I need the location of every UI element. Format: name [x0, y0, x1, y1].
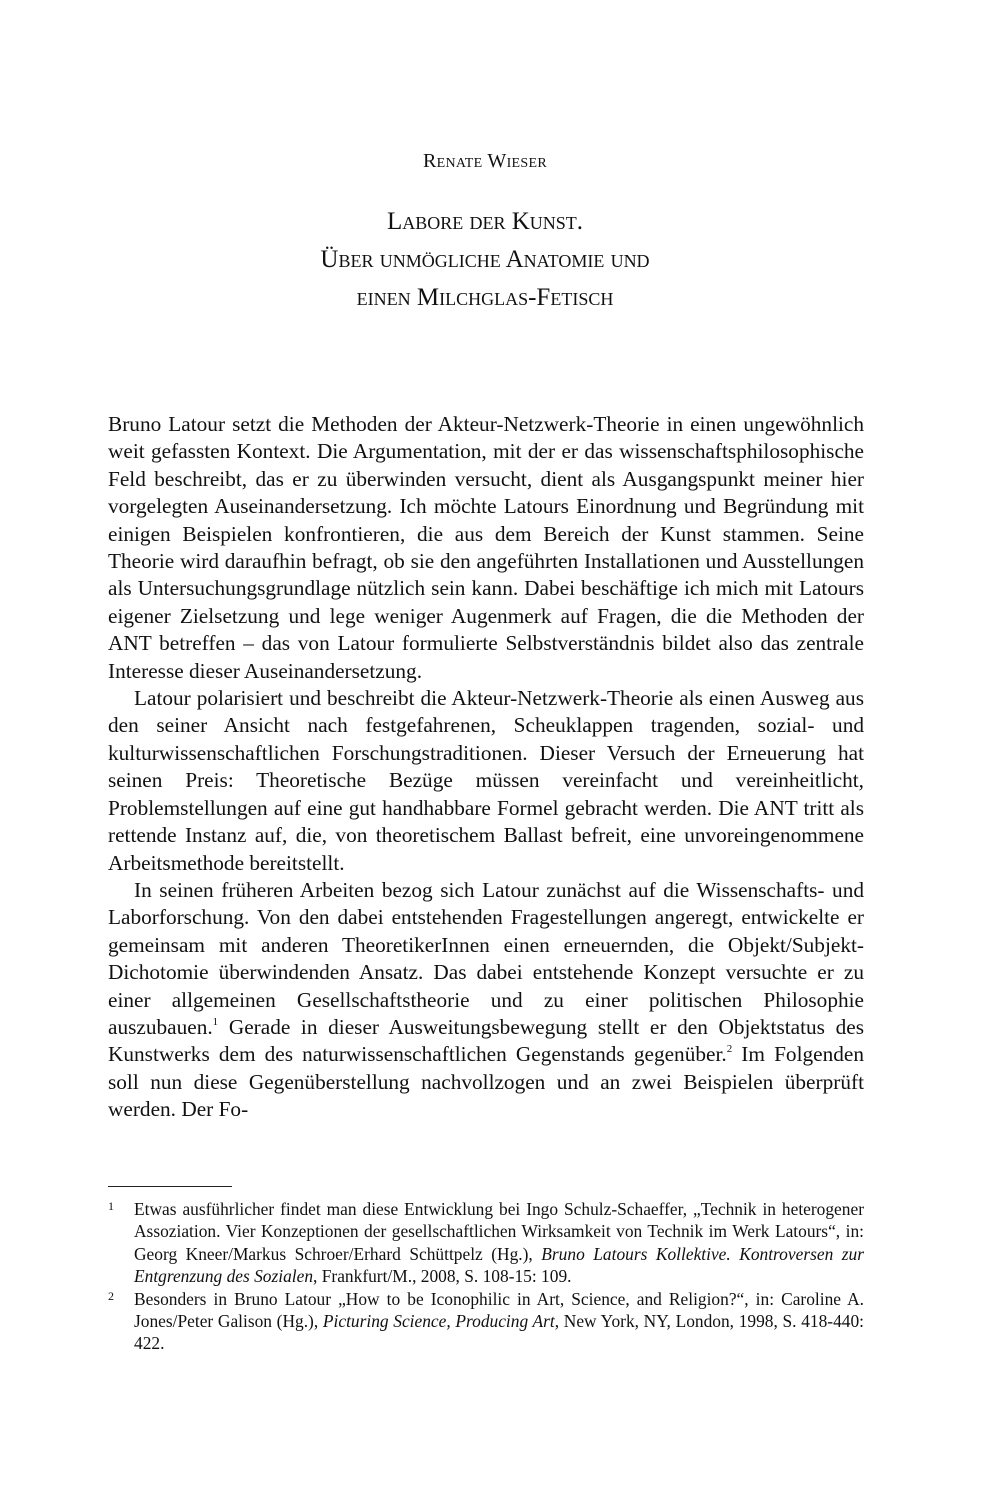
footnote-1-italic: Bruno Latours Kollektive. Kontroversen zur Entgrenzung des Sozialen: [134, 1243, 864, 1287]
footnote-2: [108, 1288, 864, 1355]
footnote-1-number: 1: [108, 1199, 114, 1213]
footnote-2-number: 2: [108, 1288, 114, 1303]
footnote-divider: [108, 1186, 232, 1187]
paragraph-3-part-b: Gerade in dieser Ausweitungsbewegung stellt er den Objektstatus des Kunstwerks dem des naturwissenschaftlichen Gegenstands gegenüber.: [108, 1014, 864, 1067]
paragraph-3-part-c: Im Folgenden soll nun diese Gegenüberstellung nachvollzogen und an zwei Beispielen überprüft werden. Der Fo-: [108, 1042, 864, 1122]
paragraph-2: Latour polarisiert und beschreibt die Akteur-Netzwerk-Theorie als einen Ausweg aus den seiner Ansicht nach festgefahrenen, Scheuklappen tragenden, sozial- und kulturwissenschaftlichen Forschungstraditionen. Dieser Versuch der Erneuerung hat seinen Preis: Theoretische Bezüge müssen vereinfacht und vereinheitlicht, Problemstellungen auf eine gut handhabbare Formel gebracht werden. Die ANT tritt als rettende Instanz auf, die, von theoretischem Ballast befreit, eine unvoreingenommene Arbeitsmethode bereitstellt.: [108, 686, 864, 875]
title-line-3: einen Milchglas-Fetisch: [356, 284, 614, 311]
footnote-1-text-b: , Frankfurt/M., 2008, S. 108-15: 109.: [313, 1266, 572, 1287]
footnote-1: [108, 1198, 864, 1288]
footnote-2-text-b: , New York, NY, London, 1998, S. 418-440: 422.: [134, 1311, 865, 1354]
footnotes: [108, 1198, 864, 1355]
footnote-1-text-a: Etwas ausführlicher findet man diese Entwicklung bei Ingo Schulz-Schaeffer, „Technik in heterogener Assoziation. Vier Konzeptionen der gesellschaftlichen Wirksamkeit von Technik im Werk Latours“, in: Georg Kneer/Markus Schroer/Erhard Schüttpelz (Hg.),: [134, 1199, 864, 1264]
paragraph-3: [108, 877, 864, 1124]
author-name: Renate Wieser: [423, 150, 547, 172]
body-text: [108, 411, 864, 1124]
footnote-2-italic: Picturing Science, Producing Art: [322, 1311, 555, 1332]
chapter-title: [0, 203, 970, 317]
paragraph-1: Bruno Latour setzt die Methoden der Akteur-Netzwerk-Theorie in einen ungewöhnlich weit gefassten Kontext. Die Argumentation, mit der er das wissenschaftsphilosophische Feld beschreibt, das er zu überwinden versucht, dient als Ausgangspunkt meiner hier vorgelegten Auseinandersetzung. Ich möchte Latours Einordnung und Begründung mit einigen Beispielen konfrontieren, die aus dem Bereich der Kunst stammen. Seine Theorie wird daraufhin befragt, ob sie den angeführten Installationen und Ausstellungen als Untersuchungsgrundlage nützlich sein kann. Dabei beschäftige ich mich mit Latours eigener Zielsetzung und lege weniger Augenmerk auf Fragen, die die Methoden der ANT betreffen – das von Latour formulierte Selbstverständnis bildet also das zentrale Interesse dieser Auseinandersetzung.: [108, 412, 864, 683]
footnote-2-text-a: Besonders in Bruno Latour „How to be Iconophilic in Art, Science, and Religion?“, in: Caroline A. Jones/Peter Galison (Hg.),: [134, 1288, 864, 1332]
footnote-ref-2: 2: [726, 1043, 733, 1056]
title-line-2: Über unmögliche Anatomie und: [320, 246, 650, 273]
paragraph-3-part-a: In seinen früheren Arbeiten bezog sich Latour zunächst auf die Wissenschafts- und Laborforschung. Von den dabei entstehenden Fragestellungen angeregt, entwickelte er gemeinsam mit anderen TheoretikerInnen einen erneuernden, die Objekt/Subjekt-Dichotomie überwindenden Ansatz. Das dabei entstehende Konzept versuchte er zu einer allgemeinen Gesellschaftstheorie und zu einer politischen Philosophie auszubauen.: [108, 877, 864, 1039]
title-line-1: Labore der Kunst.: [386, 208, 584, 235]
footnote-ref-1: 1: [212, 1015, 219, 1028]
